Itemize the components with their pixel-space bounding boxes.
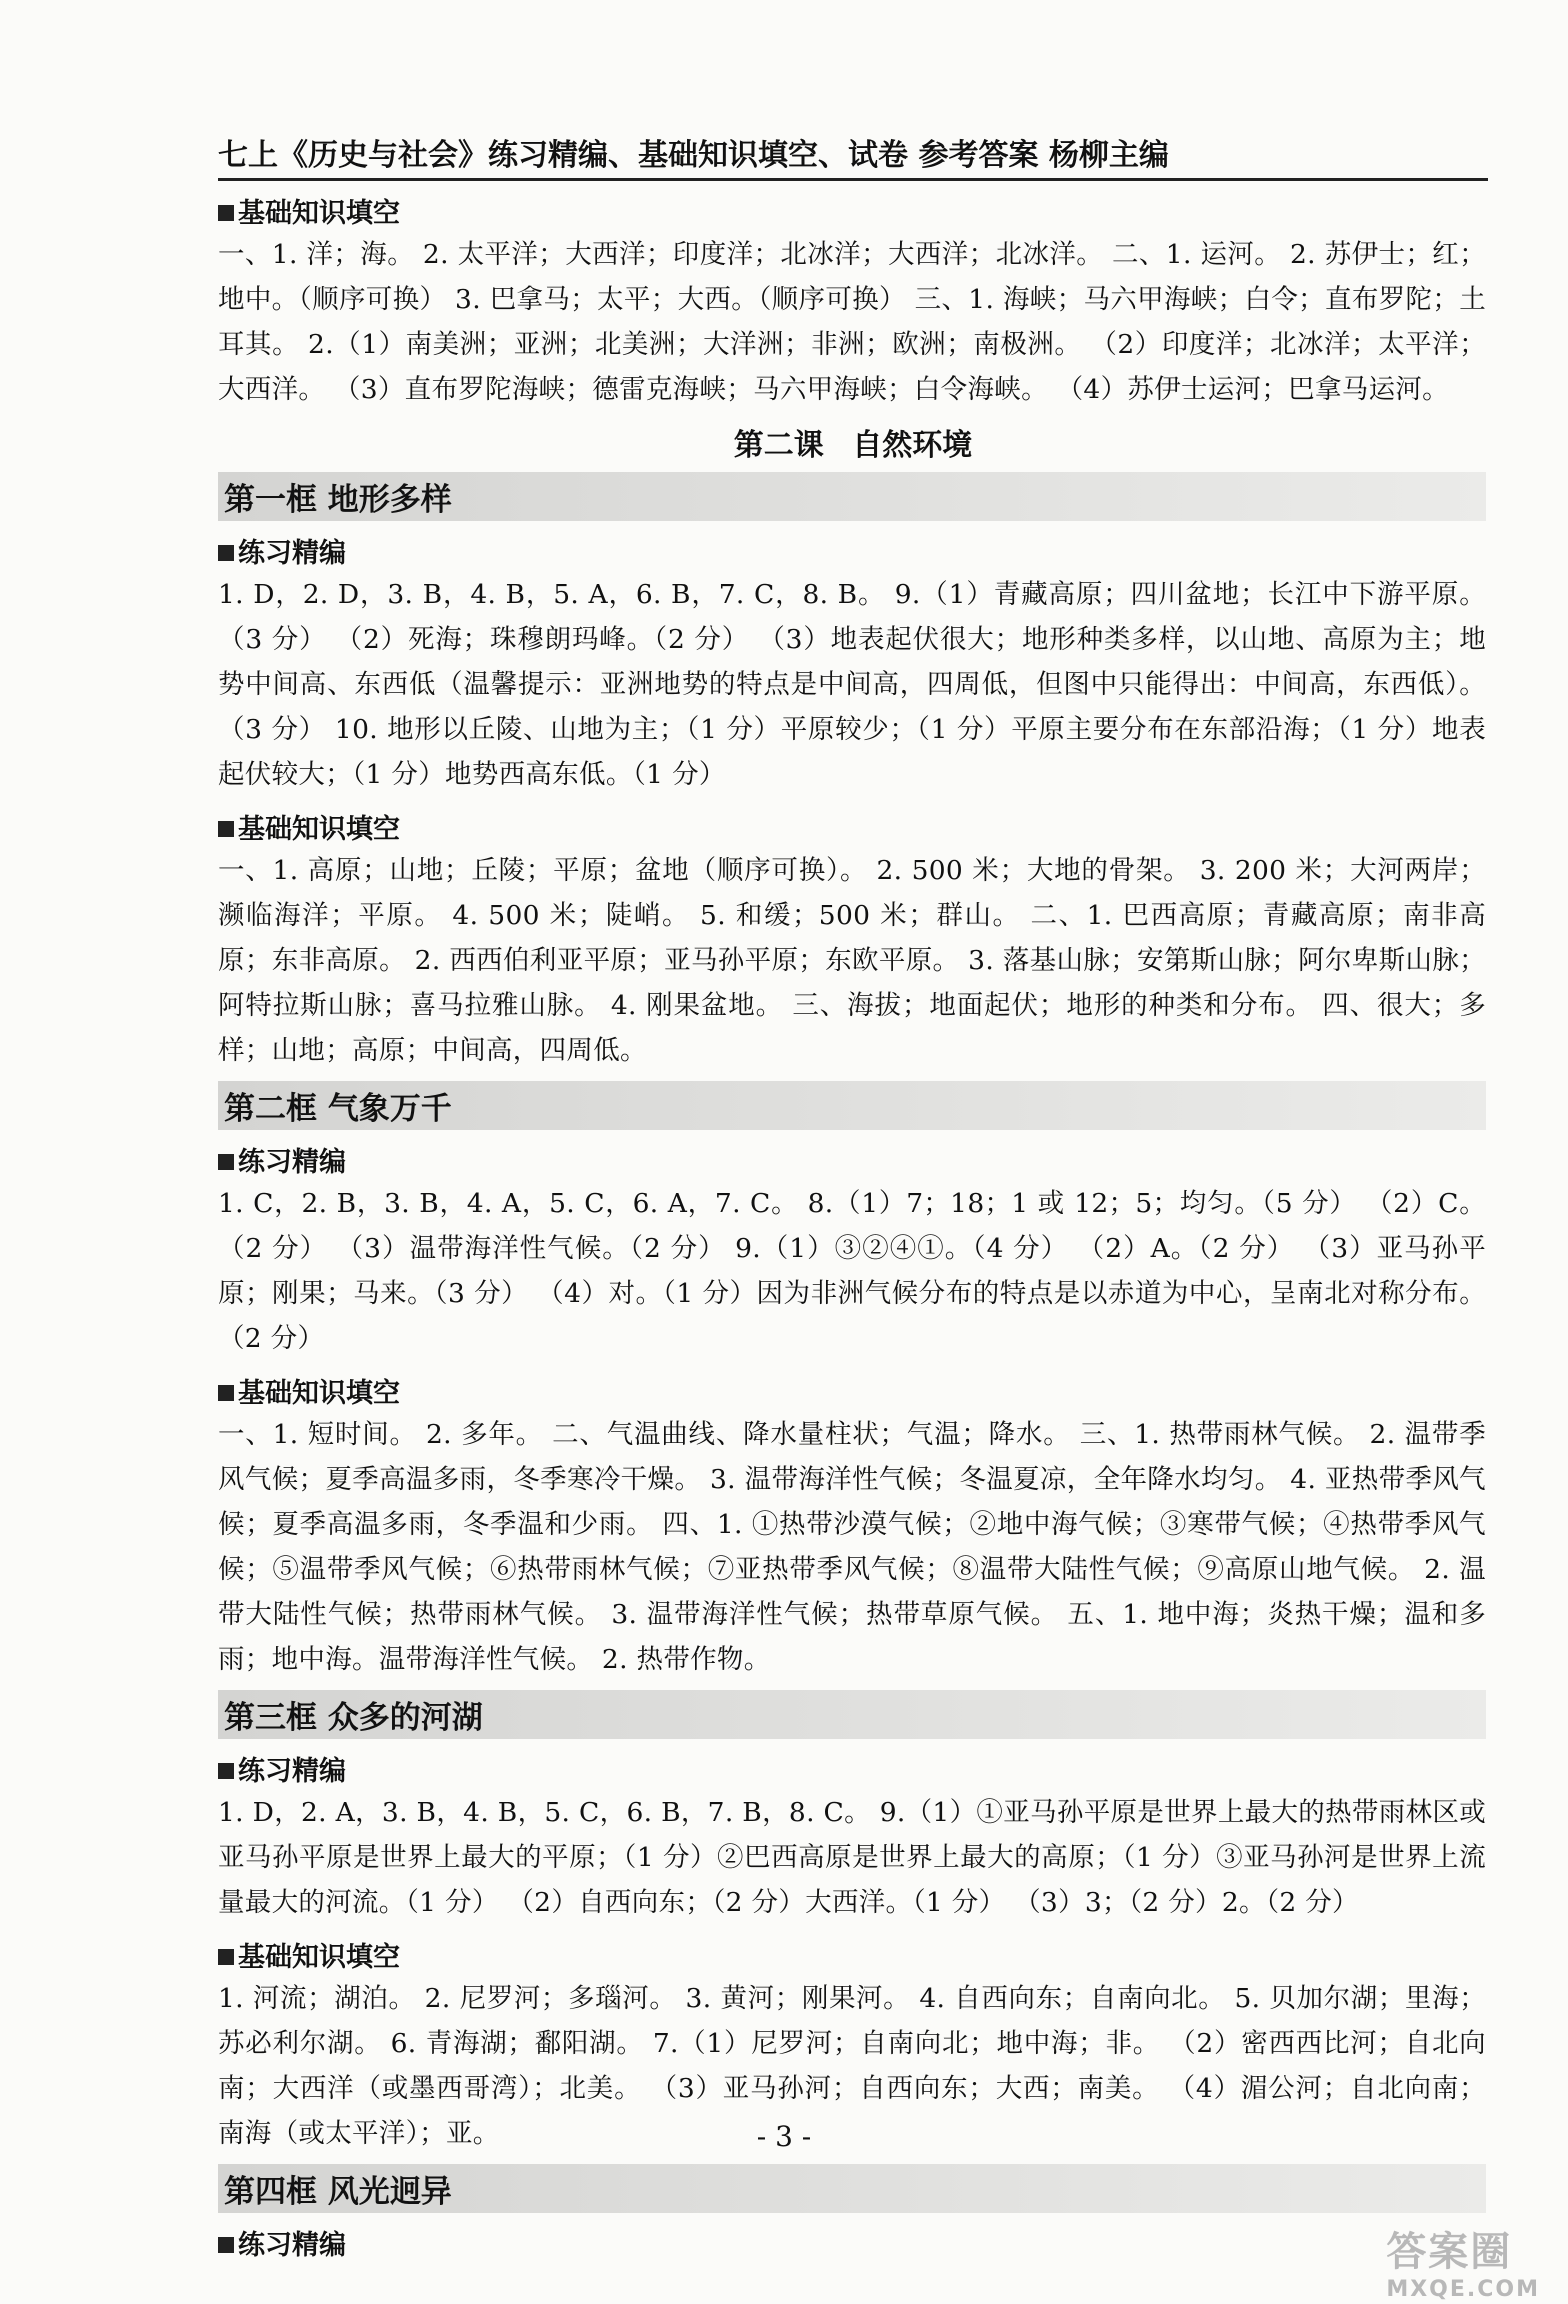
lesson-title: 第二课 自然环境 bbox=[733, 428, 973, 463]
square-bullet-icon bbox=[218, 2237, 234, 2253]
square-bullet-icon bbox=[218, 821, 234, 837]
answer-block bbox=[218, 1749, 1488, 1925]
subsection-label-text: 基础知识填空 bbox=[238, 814, 400, 845]
square-bullet-icon bbox=[218, 1763, 234, 1779]
square-bullet-icon bbox=[218, 1949, 234, 1965]
subsection-label bbox=[218, 807, 1488, 846]
section-heading: 第四框 风光迥异 bbox=[218, 2164, 1486, 2213]
subsection-label-text: 基础知识填空 bbox=[238, 1942, 400, 1973]
answer-block bbox=[218, 191, 1488, 412]
answer-block bbox=[218, 1140, 1488, 1361]
watermark-logo bbox=[1386, 2220, 1540, 2302]
answer-block bbox=[218, 1371, 1488, 1682]
content-area bbox=[218, 191, 1488, 2262]
answer-paragraph: 一、1. 高原；山地；丘陵；平原；盆地（顺序可换）。 2. 500 米；大地的骨架。 3. 200 米；大河两岸；濒临海洋；平原。 4. 500 米；陡峭。 5. 和缓；500 米；群山。 二、1. 巴西高原；青藏高原；南非高原；东非高原。 2. 西西伯利亚平原；亚马孙平原；东欧平原。 3. 落基山脉；安第斯山脉；阿尔卑斯山脉；阿特拉斯山脉；喜马拉雅山脉。 4. 刚果盆地。 三、海拔；地面起伏；地形的种类和分布。 四、很大；多样；山地；高原；中间高，四周低。 bbox=[218, 855, 1486, 1066]
subsection-label bbox=[218, 1935, 1488, 1974]
running-header: 七上《历史与社会》练习精编、基础知识填空、试卷 参考答案 杨柳主编 bbox=[218, 130, 1488, 181]
square-bullet-icon bbox=[218, 1154, 234, 1170]
subsection-label bbox=[218, 2223, 1488, 2262]
subsection-label bbox=[218, 531, 1488, 570]
watermark-domain: MXQE.COM bbox=[1386, 2277, 1540, 2302]
subsection-label bbox=[218, 1140, 1488, 1179]
subsection-label bbox=[218, 1749, 1488, 1788]
answer-block bbox=[218, 807, 1488, 1073]
subsection-label-text: 练习精编 bbox=[238, 2230, 346, 2261]
subsection-label-text: 练习精编 bbox=[238, 1756, 346, 1787]
answer-paragraph: 一、1. 洋；海。 2. 太平洋；大西洋；印度洋；北冰洋；大西洋；北冰洋。 二、1. 运河。 2. 苏伊士；红；地中。（顺序可换） 3. 巴拿马；太平；大西。（顺序可换） 三、1. 海峡；马六甲海峡；白令；直布罗陀；土耳其。 2.（1）南美洲；亚洲；北美洲；大洋洲；非洲；欧洲；南极洲。 （2）印度洋；北冰洋；太平洋；大西洋。 （3）直布罗陀海峡；德雷克海峡；马六甲海峡；白令海峡。 （4）苏伊士运河；巴拿马运河。 bbox=[218, 239, 1486, 405]
answer-paragraph: 1. 河流；湖泊。 2. 尼罗河；多瑙河。 3. 黄河；刚果河。 4. 自西向东；自南向北。 5. 贝加尔湖；里海；苏必利尔湖。 6. 青海湖；鄱阳湖。 7.（1）尼罗河；自南向北；地中海；非。 （2）密西西比河；自北向南；大西洋（或墨西哥湾）；北美。 （3）亚马孙河；自西向东；大西；南美。 （4）湄公河；自北向南；南海（或太平洋）；亚。 bbox=[218, 1983, 1486, 2149]
subsection-label bbox=[218, 1371, 1488, 1410]
square-bullet-icon bbox=[218, 545, 234, 561]
answer-paragraph: 一、1. 短时间。 2. 多年。 二、气温曲线、降水量柱状；气温；降水。 三、1. 热带雨林气候。 2. 温带季风气候；夏季高温多雨，冬季寒冷干燥。 3. 温带海洋性气候；冬温夏凉，全年降水均匀。 4. 亚热带季风气候；夏季高温多雨，冬季温和少雨。 四、1. ①热带沙漠气候；②地中海气候；③寒带气候；④热带季风气候；⑤温带季风气候；⑥热带雨林气候；⑦亚热带季风气候；⑧温带大陆性气候；⑨高原山地气候。 2. 温带大陆性气候；热带雨林气候。 3. 温带海洋性气候；热带草原气候。 五、1. 地中海；炎热干燥；温和多雨；地中海。温带海洋性气候。 2. 热带作物。 bbox=[218, 1419, 1486, 1675]
page-number: - 3 - bbox=[756, 2120, 812, 2153]
square-bullet-icon bbox=[218, 205, 234, 221]
watermark-text: 答案圈 bbox=[1386, 2229, 1513, 2275]
subsection-label bbox=[218, 191, 1488, 230]
section-heading: 第二框 气象万千 bbox=[218, 1081, 1486, 1130]
subsection-label-text: 基础知识填空 bbox=[238, 1378, 400, 1409]
subsection-label-text: 基础知识填空 bbox=[238, 198, 400, 229]
answer-block bbox=[218, 2223, 1488, 2262]
subsection-label-text: 练习精编 bbox=[238, 1147, 346, 1178]
answer-block bbox=[218, 531, 1488, 797]
answer-paragraph: 1. D，2. D，3. B，4. B，5. A，6. B，7. C，8. B。 9.（1）青藏高原；四川盆地；长江中下游平原。（3 分） （2）死海；珠穆朗玛峰。（2 分） （3）地表起伏很大；地形种类多样，以山地、高原为主；地势中间高、东西低（温馨提示：亚洲地势的特点是中间高，四周低，但图中只能得出：中间高，东西低）。（3 分） 10. 地形以丘陵、山地为主；（1 分）平原较少；（1 分）平原主要分布在东部沿海；（1 分）地表起伏较大；（1 分）地势西高东低。（1 分） bbox=[218, 579, 1486, 790]
answer-paragraph: 1. D，2. A，3. B，4. B，5. C，6. B，7. B，8. C。 9.（1）①亚马孙平原是世界上最大的热带雨林区或亚马孙平原是世界上最大的平原；（1 分）②巴西高原是世界上最大的高原；（1 分）③亚马孙河是世界上流量最大的河流。（1 分） （2）自西向东；（2 分）大西洋。（1 分） （3）3；（2 分）2。（2 分） bbox=[218, 1797, 1486, 1918]
section-heading: 第三框 众多的河湖 bbox=[218, 1690, 1486, 1739]
answer-paragraph: 1. C，2. B，3. B，4. A，5. C，6. A，7. C。 8.（1）7；18；1 或 12；5；均匀。（5 分） （2）C。（2 分） （3）温带海洋性气候。（2 分） 9.（1）③②④①。（4 分） （2）A。（2 分） （3）亚马孙平原；刚果；马来。（3 分） （4）对。（1 分）因为非洲气候分布的特点是以赤道为中心，呈南北对称分布。（2 分） bbox=[218, 1188, 1486, 1354]
square-bullet-icon bbox=[218, 1385, 234, 1401]
section-heading: 第一框 地形多样 bbox=[218, 472, 1486, 521]
subsection-label-text: 练习精编 bbox=[238, 538, 346, 569]
